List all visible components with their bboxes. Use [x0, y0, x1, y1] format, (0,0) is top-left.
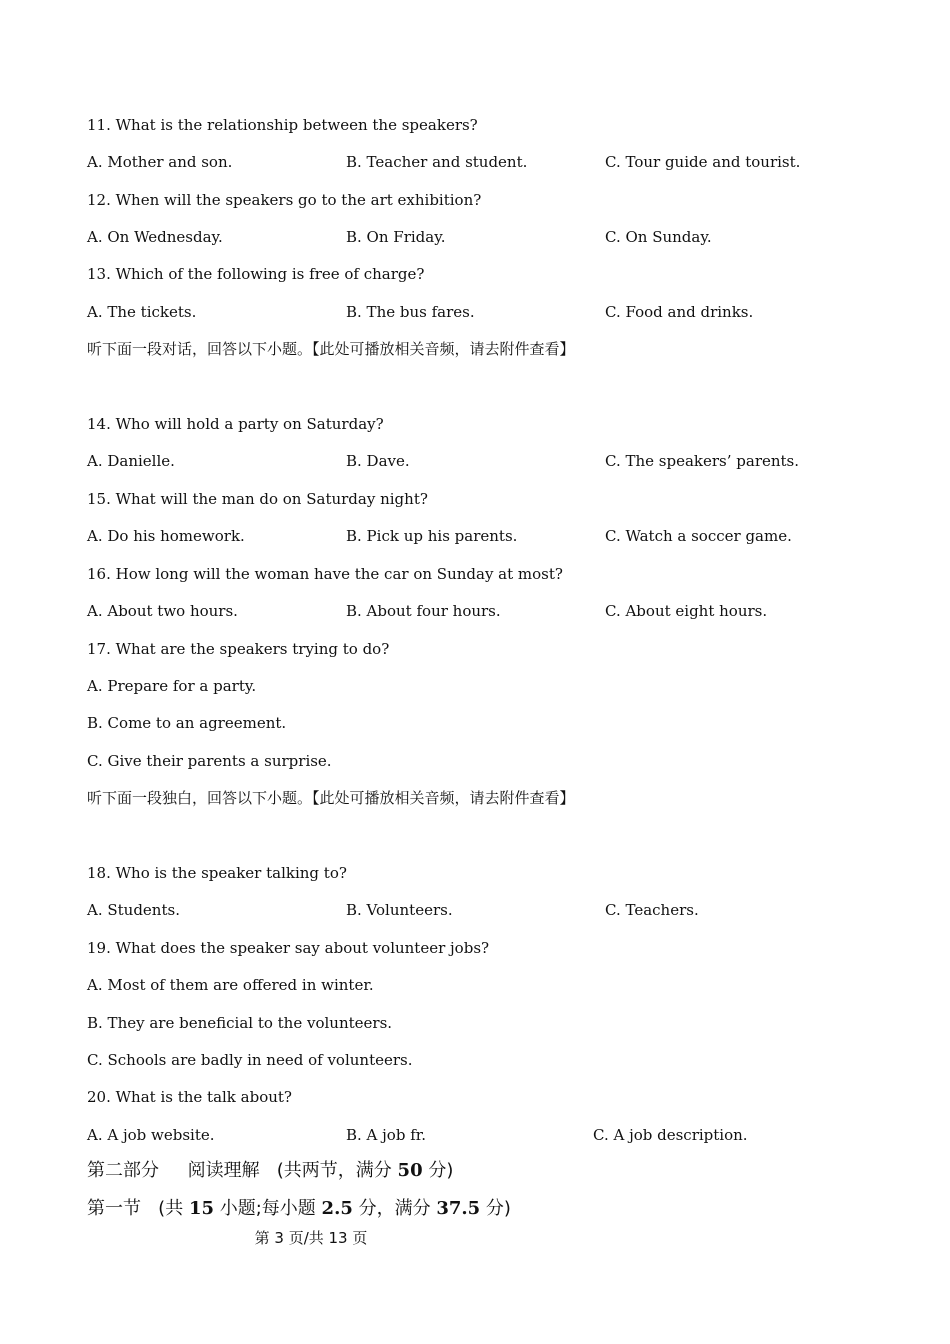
- part-score: 50: [397, 1160, 423, 1181]
- section-p3: 分，满分: [358, 1198, 431, 1219]
- option-a: A. About two hours.: [87, 602, 238, 620]
- section-one-heading: [87, 1197, 511, 1221]
- option-b: B. They are beneficial to the volunteers.: [87, 1014, 393, 1032]
- section-p2: 小题;每小题: [219, 1198, 316, 1219]
- option-a: A. Do his homework.: [87, 527, 245, 545]
- section-p4: 分): [485, 1198, 511, 1219]
- part-two-heading: [87, 1159, 453, 1183]
- option-c: C. A job description.: [593, 1126, 748, 1144]
- question-13: 13. Which of the following is free of charge?: [87, 265, 425, 283]
- option-b: B. About four hours.: [346, 602, 501, 620]
- question-20: 20. What is the talk about?: [87, 1088, 292, 1106]
- listening-instruction: 听下面一段对话，回答以下小题。【此处可播放相关音频，请去附件查看】: [87, 340, 575, 358]
- option-b: B. The bus fares.: [346, 303, 475, 321]
- option-a: A. Danielle.: [87, 452, 175, 470]
- section-each: 2.5: [321, 1198, 353, 1219]
- question-15: 15. What will the man do on Saturday night?: [87, 490, 428, 508]
- option-a: A. On Wednesday.: [87, 228, 223, 246]
- part-title: 第二部分: [87, 1160, 159, 1181]
- option-c: C. On Sunday.: [605, 228, 712, 246]
- option-a: A. Most of them are offered in winter.: [87, 976, 374, 994]
- option-b: B. Teacher and student.: [346, 153, 528, 171]
- option-c: C. Teachers.: [605, 901, 699, 919]
- section-title: 第一节: [87, 1198, 141, 1219]
- option-b: B. Come to an agreement.: [87, 714, 287, 732]
- question-19: 19. What does the speaker say about volunteer jobs?: [87, 939, 490, 957]
- option-c: C. Tour guide and tourist.: [605, 153, 801, 171]
- listening-instruction: 听下面一段独白，回答以下小题。【此处可播放相关音频，请去附件查看】: [87, 789, 575, 807]
- part-name: 阅读理解: [187, 1160, 260, 1181]
- option-c: C. Watch a soccer game.: [605, 527, 792, 545]
- option-a: A. Prepare for a party.: [87, 677, 257, 695]
- option-b: B. Dave.: [346, 452, 410, 470]
- question-12: 12. When will the speakers go to the art exhibition?: [87, 191, 482, 209]
- option-b: B. On Friday.: [346, 228, 446, 246]
- option-c: C. About eight hours.: [605, 602, 768, 620]
- page-footer: 第 3 页/共 13 页: [254, 1229, 368, 1247]
- option-b: B. A job fr.: [346, 1126, 427, 1144]
- section-count: 15: [188, 1198, 214, 1219]
- question-18: 18. Who is the speaker talking to?: [87, 864, 347, 882]
- option-c: C. Food and drinks.: [605, 303, 754, 321]
- option-b: B. Volunteers.: [346, 901, 453, 919]
- section-p1: (共: [158, 1198, 184, 1219]
- part-paren-close: 分): [428, 1160, 454, 1181]
- option-a: A. Mother and son.: [87, 153, 233, 171]
- part-paren-open: (共两节，满分: [276, 1160, 392, 1181]
- question-11: 11. What is the relationship between the speakers?: [87, 116, 478, 134]
- question-14: 14. Who will hold a party on Saturday?: [87, 415, 384, 433]
- option-c: C. Give their parents a surprise.: [87, 752, 332, 770]
- option-a: A. A job website.: [87, 1126, 215, 1144]
- question-17: 17. What are the speakers trying to do?: [87, 640, 390, 658]
- option-c: C. The speakers’ parents.: [605, 452, 800, 470]
- option-c: C. Schools are badly in need of volunteers.: [87, 1051, 413, 1069]
- option-a: A. Students.: [87, 901, 180, 919]
- option-a: A. The tickets.: [87, 303, 197, 321]
- section-total: 37.5: [436, 1198, 481, 1219]
- question-16: 16. How long will the woman have the car on Sunday at most?: [87, 565, 563, 583]
- option-b: B. Pick up his parents.: [346, 527, 518, 545]
